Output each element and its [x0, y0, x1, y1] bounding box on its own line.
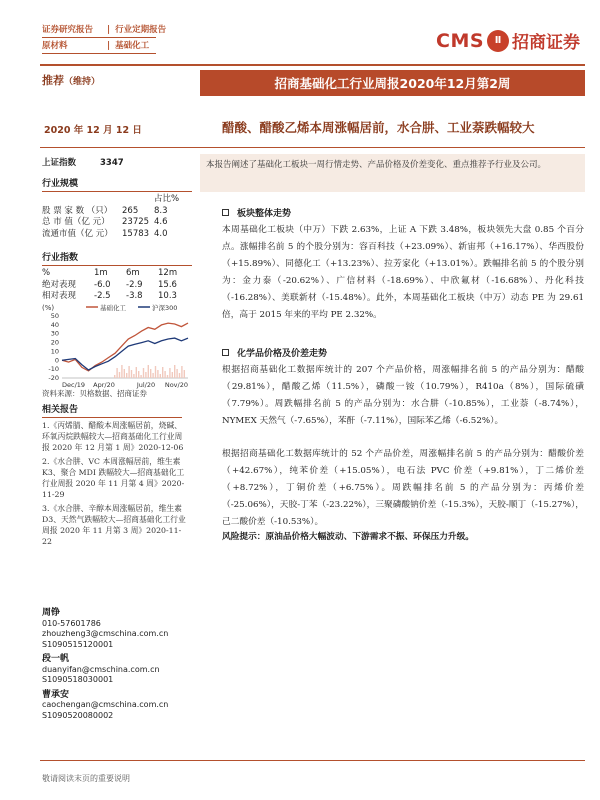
volume-bar	[145, 372, 146, 378]
scale-row-label: 股 票 家 数 （只）	[42, 205, 113, 216]
report-date: 2020 年 12 月 12 日	[44, 125, 142, 136]
scale-title: 行业规模	[42, 176, 192, 192]
author-name: 段一帆	[42, 654, 70, 664]
volume-bar	[167, 375, 168, 378]
scale-row	[42, 229, 192, 241]
y-tick-label: 20	[50, 338, 59, 347]
related-title: 相关报告	[42, 402, 182, 418]
volume-bar	[179, 373, 180, 378]
volume-bar	[138, 371, 139, 378]
risk-warning: 风险提示：原油品价格大幅波动、下游需求不振、环保压力升级。	[222, 532, 474, 542]
square-bullet-icon	[222, 349, 229, 356]
market-index	[42, 158, 192, 170]
footer-note: 敬请阅读末页的重要说明	[42, 774, 130, 783]
related-report-item: 1.《丙烯腈、醋酸本周涨幅居前，烧碱、环氧丙烷跌幅较大—招商基础化工行业周报 2020 年 12 月第 1 周》2020-12-06	[42, 421, 184, 452]
footer-divider	[40, 760, 585, 761]
author-email: zhouzheng3@cmschina.com.cn	[42, 629, 169, 638]
report-header	[42, 22, 166, 54]
author-block	[42, 654, 192, 686]
volume-bar	[184, 370, 185, 378]
section-paragraph: 根据招商基础化工数据库统计的 52 个产品价差，周涨幅排名前 5 的产品分别为：醋酸价差（+42.67%），纯苯价差（+15.05%），电石法 PVC 价差（+9.81%），丁二烯价差（+8.72%），丁铜价差（+6.75%）。周跌幅排名前 5 的产品分别为：丙烯价差（-25.06%），天胶-丁苯（-23.22%），三聚磷酸钠价差（-15.3%），天胶-顺丁（-15.27%），己二酸价差（-10.53%）。	[222, 449, 584, 527]
y-tick-label: -20	[48, 374, 59, 382]
volume-bar	[160, 374, 161, 378]
performance-row-value: -3.8	[126, 291, 143, 301]
y-axis-label: (%)	[42, 304, 55, 312]
square-bullet-icon	[222, 209, 229, 216]
volume-bar	[162, 367, 163, 378]
volume-bar	[172, 372, 173, 378]
y-tick-label: 50	[50, 312, 59, 320]
volume-bar	[133, 374, 134, 378]
x-tick-label: Nov/20	[164, 381, 188, 389]
related-list	[42, 420, 188, 550]
y-tick-label: 30	[50, 329, 59, 338]
volume-bar	[181, 366, 182, 378]
section-heading	[222, 346, 327, 359]
headline-divider	[40, 147, 585, 148]
volume-bar	[164, 371, 165, 378]
scale-row-value: 23725	[122, 217, 150, 227]
perf-header: %	[42, 268, 51, 278]
logo-mark-icon: Ⅱ	[487, 30, 509, 52]
x-tick-label: Apr/20	[93, 381, 115, 389]
related-report-item: 2.《水合肼、VC 本周涨幅居前，维生素 K3、聚合 MDI 跌幅较大—招商基础化工行业周报 2020 年 11 月第 4 周》2020-11-29	[42, 457, 185, 499]
performance-row	[42, 291, 192, 303]
scale-row	[42, 206, 192, 218]
volume-bar	[128, 366, 129, 378]
author-cert: S1090515120001	[42, 639, 114, 649]
sector-name: 基础化工	[115, 41, 150, 51]
performance-title: 行业指数	[42, 250, 192, 266]
y-tick-label: 40	[50, 320, 59, 329]
volume-bar	[119, 372, 120, 378]
performance-row-value: 10.3	[158, 291, 177, 301]
section-paragraph: 根据招商基础化工数据库统计的 207 个产品价格，周涨幅排名前 5 的产品分别为：醋酸（29.81%），醋酸乙烯（11.5%），磷酸一铵（10.79%），R410a（8%），国际硫磺（7.79%）。周跌幅排名前 5 的产品分别为：水合肼（-10.85%），工业萘（-8.74%），NYMEX 天然气（-7.65%），苯酐（-7.11%），国际苯乙烯（-6.52%）。	[222, 365, 584, 426]
section-heading-text: 化学品价格及价差走势	[237, 349, 328, 359]
volume-bar	[176, 369, 177, 378]
logo-text: CMS	[436, 29, 485, 52]
scale-row	[42, 217, 192, 229]
volume-bar	[131, 370, 132, 378]
scale-row-pct: 8.3	[154, 205, 168, 216]
index-value: 3347	[100, 158, 124, 168]
performance-row-label: 相对表现	[42, 291, 77, 301]
volume-bar	[155, 366, 156, 378]
performance-row	[42, 280, 192, 292]
scale-row-label: 总 市 值（亿 元）	[42, 217, 110, 227]
report-title: 招商基础化工行业周报2020年12月第2周	[200, 70, 585, 96]
section-paragraph: 本周基础化工板块（中万）下跌 2.63%，上证 A 下跌 3.48%，板块领先大盘 0.85 个百分点。涨幅排名前 5 的个股分别为：容百科技（+23.09%）、新宙邦（+16.17%）、华西股份（+15.89%）、同德化工（+13.23%）、拉芳家化（+13.01%）。跌幅排名前 5 的个股分别为：金力泰（-20.62%）、广信材料（-18.69%）、中欣氟材（-16.68%）、丹化科技（-16.28%）、美联新材（-15.48%）。此外，本周基础化工板块（中万）动态 PE 为 29.61 倍，高于 2015 年来的平均 PE 2.32%。	[222, 225, 584, 320]
legend-label: 沪深300	[152, 304, 178, 312]
rating-label: 推荐	[42, 74, 64, 87]
y-tick-label: 10	[50, 347, 59, 356]
scale-row-pct: 4.6	[154, 217, 168, 227]
author-name: 周铮	[42, 608, 61, 618]
x-tick-label: Jul/20	[136, 381, 156, 389]
rating-status: （维持）	[64, 77, 101, 87]
y-tick-label: 0	[54, 356, 59, 365]
industry-scale	[42, 176, 192, 240]
author-email: caochengan@cmschina.com.cn	[42, 700, 169, 709]
rating	[42, 72, 100, 88]
volume-bar	[148, 365, 149, 378]
volume-bar	[157, 370, 158, 378]
chart-source: 资料来源：贝格数据、招商证券	[42, 389, 147, 398]
author-block	[42, 690, 192, 722]
performance-row-value: -2.5	[94, 291, 111, 301]
report-type: 证券研究报告	[42, 25, 94, 35]
volume-bar	[116, 368, 117, 378]
header-separator: |	[107, 25, 111, 35]
related-report-item: 3.《水合肼、辛醇本周涨幅居前，维生素 D3、天然气跌幅较大—招商基础化工行业周报 2020 年 11 月第 3 周》2020-11-22	[42, 504, 186, 546]
industry-performance	[42, 250, 192, 303]
performance-row-value: 15.6	[158, 279, 177, 290]
legend-label: 基础化工	[100, 304, 126, 312]
perf-header: 6m	[126, 268, 140, 278]
section-heading-text: 板块整体走势	[237, 209, 292, 219]
perf-header: 1m	[94, 268, 108, 278]
performance-row-label: 绝对表现	[42, 279, 77, 290]
performance-row-value: -2.9	[126, 279, 143, 290]
volume-bar	[124, 369, 125, 378]
volume-bar	[150, 369, 151, 378]
scale-col-header: 占比%	[154, 194, 180, 204]
company-logo	[436, 28, 580, 53]
index-label: 上证指数	[42, 158, 77, 168]
scale-row-value: 265	[122, 205, 139, 216]
author-block	[42, 608, 192, 650]
performance-chart	[42, 302, 192, 390]
header-separator: |	[107, 41, 111, 51]
author-cert: S1090518030001	[42, 675, 114, 684]
author-phone: 010-57601786	[42, 618, 101, 628]
header-rule	[42, 37, 156, 38]
scale-row-label: 流通市值（亿 元）	[42, 228, 113, 239]
scale-row-value: 15783	[122, 228, 150, 239]
section-heading	[222, 206, 291, 219]
volume-bar	[174, 365, 175, 378]
logo-name: 招商证券	[512, 33, 581, 53]
top-divider	[40, 64, 585, 66]
author-name: 曹承安	[42, 689, 70, 700]
volume-bar	[121, 365, 122, 378]
authors	[42, 604, 192, 721]
author-cert: S1090520080002	[42, 710, 114, 720]
volume-bar	[152, 373, 153, 378]
report-headline: 醋酸、醋酸乙烯本周涨幅居前，水合肼、工业萘跌幅较大	[222, 120, 535, 135]
volume-bar	[126, 373, 127, 378]
performance-row-value: -6.0	[94, 279, 111, 290]
y-tick-label: -10	[48, 365, 59, 374]
volume-bar	[140, 375, 141, 378]
x-tick-label: Dec/19	[62, 381, 86, 389]
volume-bar	[114, 375, 115, 378]
header-rule	[42, 53, 156, 54]
volume-bar	[143, 368, 144, 378]
report-category: 行业定期报告	[115, 25, 167, 35]
summary-box: 本报告阐述了基础化工板块一周行情走势、产品价格及价差变化、重点推荐予行业及公司。	[200, 154, 585, 192]
sector-parent: 原材料	[42, 41, 68, 51]
volume-bar	[169, 368, 170, 378]
volume-bar	[136, 367, 137, 378]
scale-row-pct: 4.0	[154, 228, 168, 239]
perf-header: 12m	[158, 268, 178, 278]
author-email: duanyifan@cmschina.com.cn	[42, 664, 160, 674]
